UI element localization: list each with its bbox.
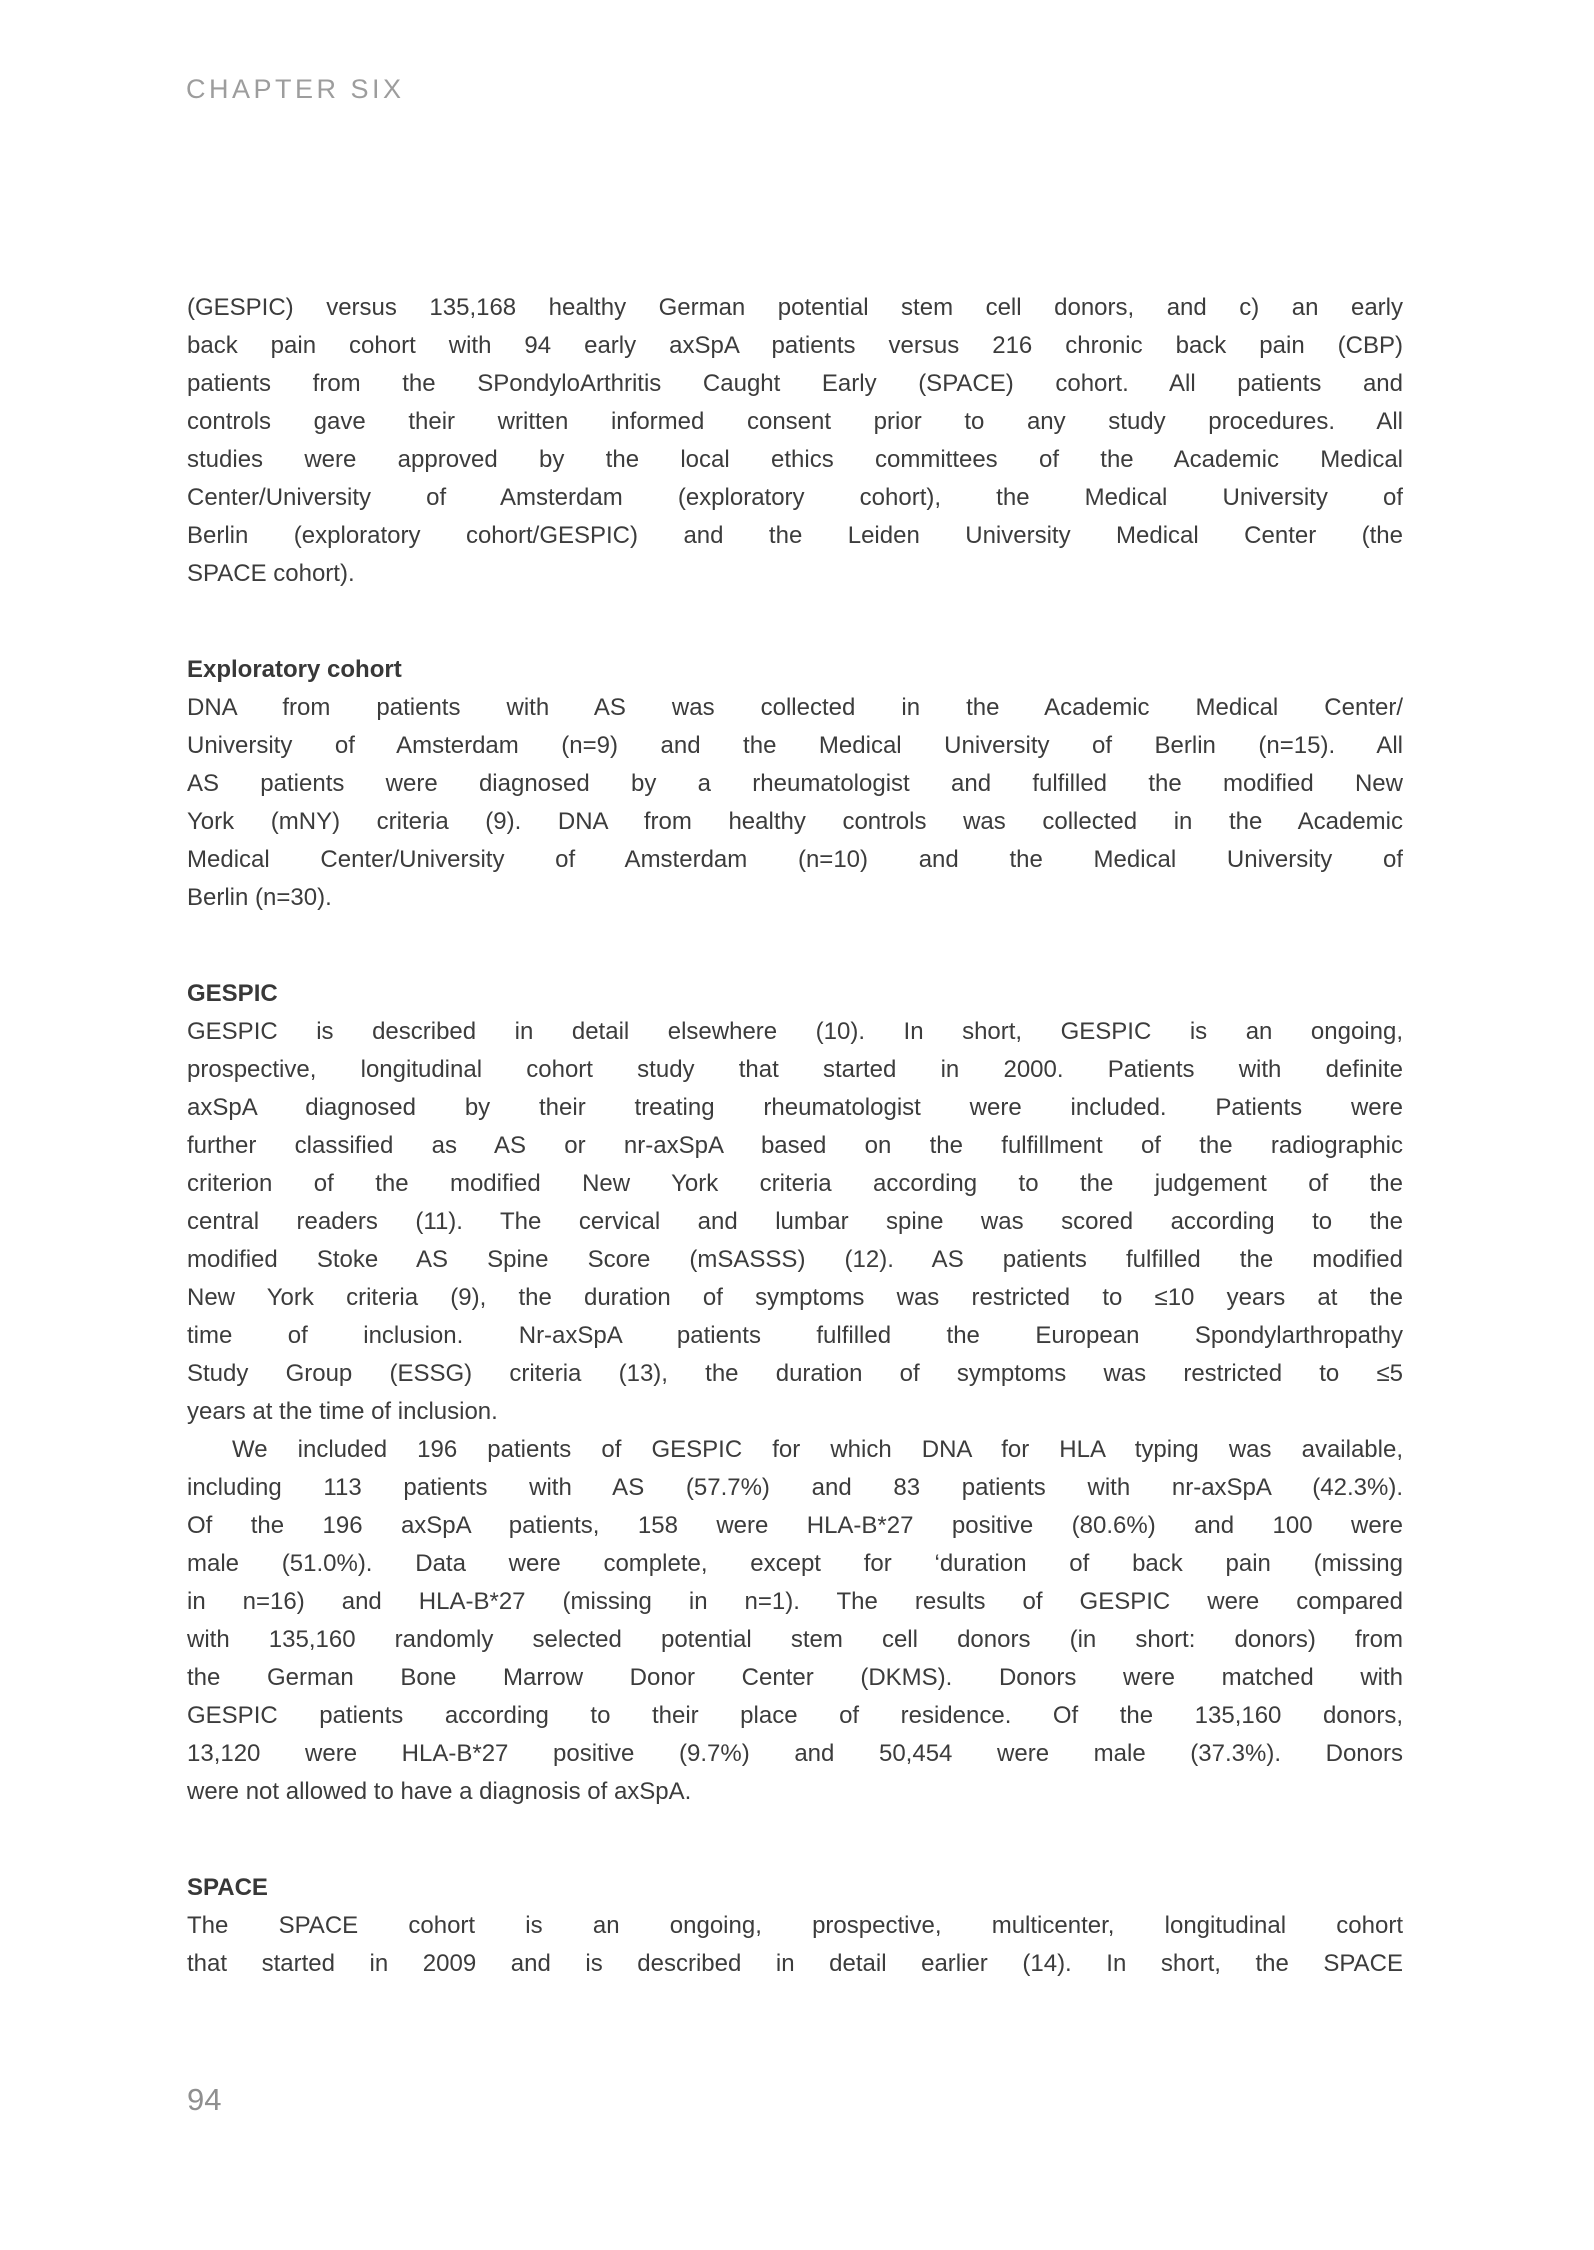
text-line: central readers (11). The cervical and lumbar spine was scored according to the: [187, 1208, 1403, 1235]
text-line: modified Stoke AS Spine Score (mSASSS) (12). AS patients fulfilled the modified: [187, 1246, 1403, 1273]
text-line: AS patients were diagnosed by a rheumatologist and fulfilled the modified New: [187, 770, 1403, 797]
text-line: Center/University of Amsterdam (exploratory cohort), the Medical University of: [187, 484, 1403, 511]
text-line: in n=16) and HLA-B*27 (missing in n=1). The results of GESPIC were compared: [187, 1588, 1403, 1615]
page-number: 94: [187, 2082, 222, 2117]
text-line: York (mNY) criteria (9). DNA from healthy controls was collected in the Academic: [187, 808, 1403, 835]
body-text: [187, 289, 1403, 1983]
text-line: time of inclusion. Nr-axSpA patients fulfilled the European Spondylarthropathy: [187, 1322, 1403, 1349]
text-line: University of Amsterdam (n=9) and the Medical University of Berlin (n=15). All: [187, 732, 1403, 759]
text-line: back pain cohort with 94 early axSpA patients versus 216 chronic back pain (CBP): [187, 332, 1403, 359]
text-line: GESPIC patients according to their place of residence. Of the 135,160 donors,: [187, 1702, 1403, 1729]
text-line: (GESPIC) versus 135,168 healthy German potential stem cell donors, and c) an early: [187, 294, 1403, 321]
text-line: The SPACE cohort is an ongoing, prospective, multicenter, longitudinal cohort: [187, 1912, 1403, 1939]
text-line: Study Group (ESSG) criteria (13), the duration of symptoms was restricted to ≤5: [187, 1360, 1403, 1387]
paragraph: [187, 1431, 1403, 1811]
text-line: 13,120 were HLA-B*27 positive (9.7%) and 50,454 were male (37.3%). Donors: [187, 1740, 1403, 1767]
chapter-header: CHAPTER SIX: [186, 74, 405, 104]
section-heading: GESPIC: [187, 980, 278, 1007]
text-section: [187, 975, 1403, 1811]
text-line: controls gave their written informed consent prior to any study procedures. All: [187, 408, 1403, 435]
text-line: criterion of the modified New York criteria according to the judgement of the: [187, 1170, 1403, 1197]
text-section: [187, 651, 1403, 917]
paragraph: [187, 689, 1403, 917]
paragraph: [187, 1013, 1403, 1431]
text-line: SPACE cohort).: [187, 560, 355, 587]
text-line: prospective, longitudinal cohort study that started in 2000. Patients with definite: [187, 1056, 1403, 1083]
text-line: that started in 2009 and is described in detail earlier (14). In short, the SPACE: [187, 1950, 1403, 1977]
text-line: New York criteria (9), the duration of symptoms was restricted to ≤10 years at the: [187, 1284, 1403, 1311]
text-section: [187, 289, 1403, 593]
text-line: Berlin (n=30).: [187, 884, 332, 911]
paragraph: [187, 289, 1403, 593]
text-line: with 135,160 randomly selected potential stem cell donors (in short: donors) from: [187, 1626, 1403, 1653]
section-heading: SPACE: [187, 1874, 268, 1901]
text-line: years at the time of inclusion.: [187, 1398, 498, 1425]
paragraph: [187, 1907, 1403, 1983]
text-line: were not allowed to have a diagnosis of axSpA.: [187, 1778, 692, 1805]
text-line: GESPIC is described in detail elsewhere (10). In short, GESPIC is an ongoing,: [187, 1018, 1403, 1045]
text-line: Berlin (exploratory cohort/GESPIC) and the Leiden University Medical Center (the: [187, 522, 1403, 549]
text-section: [187, 1869, 1403, 1983]
text-line: Of the 196 axSpA patients, 158 were HLA-B*27 positive (80.6%) and 100 were: [187, 1512, 1403, 1539]
text-line: Medical Center/University of Amsterdam (n=10) and the Medical University of: [187, 846, 1403, 873]
text-line: studies were approved by the local ethics committees of the Academic Medical: [187, 446, 1403, 473]
text-line: male (51.0%). Data were complete, except for ‘duration of back pain (missing: [187, 1550, 1403, 1577]
text-line: including 113 patients with AS (57.7%) and 83 patients with nr-axSpA (42.3%).: [187, 1474, 1403, 1501]
text-line: further classified as AS or nr-axSpA based on the fulfillment of the radiographic: [187, 1132, 1403, 1159]
section-heading: Exploratory cohort: [187, 656, 402, 683]
text-line: patients from the SPondyloArthritis Caught Early (SPACE) cohort. All patients and: [187, 370, 1403, 397]
text-line: We included 196 patients of GESPIC for which DNA for HLA typing was available,: [232, 1436, 1403, 1463]
text-line: the German Bone Marrow Donor Center (DKMS). Donors were matched with: [187, 1664, 1403, 1691]
text-line: axSpA diagnosed by their treating rheumatologist were included. Patients were: [187, 1094, 1403, 1121]
text-line: DNA from patients with AS was collected in the Academic Medical Center/: [187, 694, 1403, 721]
